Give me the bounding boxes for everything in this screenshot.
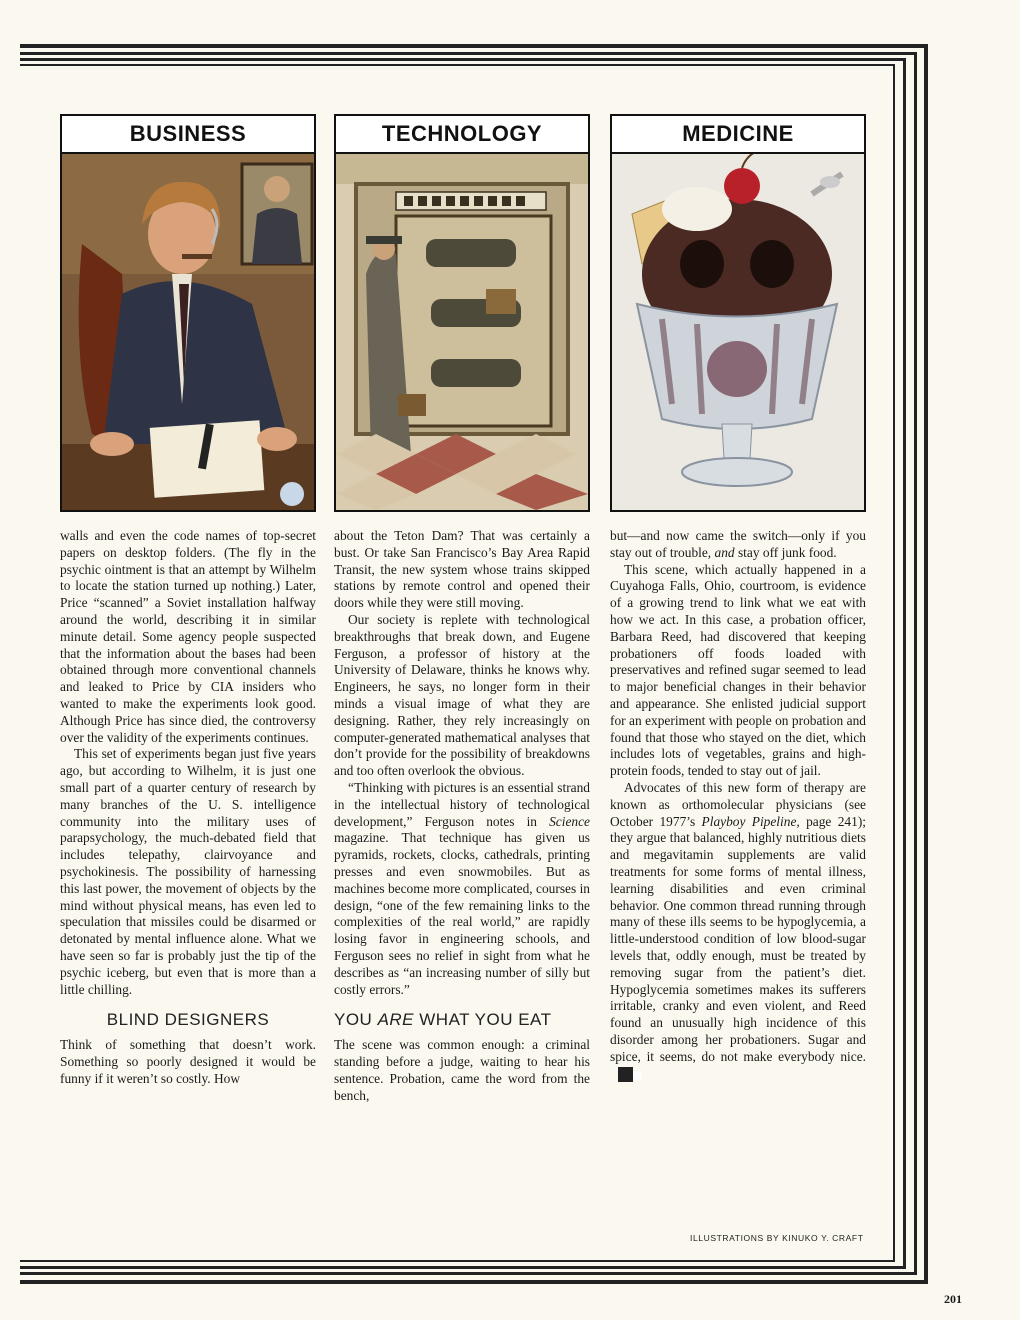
text-run: “Thinking with pictures is an essential strand in the intellectual history of technological development,” Ferguson notes in [334, 779, 590, 829]
italic-text: Playboy Pipeline, [701, 813, 800, 829]
business-panel [60, 114, 316, 512]
frame-rule [20, 1266, 906, 1269]
text-run: Advocates of this new form of therapy are known as orthomolecular physicians (see October 1977’s [610, 779, 866, 829]
frame-rule [914, 52, 917, 1274]
frame-rule [20, 1272, 917, 1275]
text-run: magazine. That technique has given us pyramids, rockets, clocks, cathedrals, printing presses and even snowmobiles. But as machines become more complicated, courses in design, “one of the few remaining links to the complexities of the real world,” are rapidly losing favor in engineering schools, and Ferguson sees no relief in sight from what he describes as “an increasing number of silly but costly errors.” [334, 830, 590, 997]
frame-rule [924, 44, 928, 1282]
frame-rule [20, 1280, 928, 1284]
body-paragraph: This set of experiments began just five years ago, but according to Wilhelm, it is just one small part of a quarter century of research by many branches of the U. S. intelligence community into the military uses of parapsychology, the much-debated field that includes telepathy, clairvoyance and psychokinesis. The possibility of harnessing this last power, the movement of objects by the mind without physical means, has even led to speculation that missiles could be disarmed or detonated by mental influence alone. What we have seen so far is probably just the tip of the psychic iceberg, but even that is more than a little chilling. [60, 746, 316, 997]
body-paragraph: Think of something that doesn’t work. Something so poorly designed it would be funny if it weren’t so costly. How [60, 1037, 316, 1086]
text-run: YOU [334, 1010, 378, 1030]
text-run: page 241); they argue that balanced, highly nutritious diets and megavitamin supplements are valid treatments for some forms of mental illness, learning disabilities and even criminal behavior. One common thread running through many of these ills seems to be hypoglycemia, a little-understood condition of low blood-sugar levels that, oddly enough, must be treated by removing sugar from the patient’s diet. Hypoglycemia sometimes makes its sufferers irritable, cranky and even violent, and Reed found an unusually high incidence of this disorder among her probationers. Sugar and spice, it seems, do not make everybody nice. [610, 813, 866, 1064]
italic-text: Science [549, 813, 590, 829]
frame-rule [20, 58, 906, 61]
frame-rule [893, 64, 895, 1262]
business-panel-title: BUSINESS [62, 116, 314, 154]
article-column-1 [60, 528, 316, 1088]
section-heading: BLIND DESIGNERS [106, 1010, 270, 1030]
technology-panel-title: TECHNOLOGY [336, 116, 588, 154]
body-paragraph: This scene, which actually happened in a Cuyahoga Falls, Ohio, courtroom, is evidence of a growing trend to link what we eat with how we act. In this case, a probation officer, Barbara Reed, had discovered that keeping probationers off foods loaded with preservatives and refined sugar seemed to lead to major beneficial changes in their behavior and appearance. She enlisted judicial support for an experiment with people on probation and found that those who stayed on the diet, which includes lots of vegetables, grains and high-protein foods, tended to stay out of jail. [610, 561, 866, 779]
text-run: WHAT YOU EAT [414, 1010, 552, 1030]
medicine-illustration [612, 154, 864, 510]
frame-rule [20, 64, 895, 66]
end-mark-icon: ■ [618, 1067, 633, 1082]
article-column-3 [610, 528, 866, 1082]
body-paragraph [610, 780, 866, 1082]
technology-panel [334, 114, 590, 512]
body-paragraph [610, 528, 866, 562]
text-run: stay off junk food. [734, 544, 837, 560]
technology-illustration [336, 154, 588, 510]
medicine-panel [610, 114, 866, 512]
illustration-credit: ILLUSTRATIONS BY KINUKO Y. CRAFT [690, 1233, 864, 1243]
frame-rule [20, 1260, 895, 1262]
italic-text: ARE [377, 1010, 415, 1030]
body-paragraph: walls and even the code names of top-secret papers on desktop folders. (The fly in the psychic ointment is that an attempt by Wilhelm to locate the station turned up nothing.) Later, Price “scanned” a Soviet installation halfway around the world, describing it in similar minute detail. Some agency people suspected that the information about the bases had been obtained through more conventional channels and leaked to Price by CIA insiders who wanted to make the experiments look good. Although Price has since died, the controversy over the validity of the experiments continues. [60, 528, 316, 745]
body-paragraph [334, 780, 590, 998]
body-paragraph: The scene was common enough: a criminal standing before a judge, waiting to hear his sentence. Probation, came the word from the bench, [334, 1037, 590, 1103]
italic-text: and [714, 544, 735, 560]
body-paragraph: Our society is replete with technological breakthroughs that break down, and Eugene Ferguson, a professor of history at the University of Delaware, thinks he knows why. Engineers, he says, no longer form in their minds a visual image of what they are designing. Rather, they rely increasingly on computer-generated mathematical analyses that don’t provide for the possibility of breakdowns and too often overlook the obvious. [334, 611, 590, 779]
frame-rule [20, 44, 928, 48]
body-paragraph: about the Teton Dam? That was certainly a bust. Or take San Francisco’s Bay Area Rapid Transit, the new system whose trains skipped stations by remote control and opened their doors while they were still moving. [334, 528, 590, 611]
business-illustration [62, 154, 314, 510]
text-run: but—and now came the switch—only if you stay out of trouble, [610, 528, 866, 560]
frame-rule [20, 52, 917, 55]
section-heading [334, 1012, 590, 1029]
medicine-panel-title: MEDICINE [612, 116, 864, 154]
page-number: 201 [944, 1292, 962, 1306]
frame-rule [903, 58, 906, 1268]
article-column-2 [334, 528, 590, 1104]
